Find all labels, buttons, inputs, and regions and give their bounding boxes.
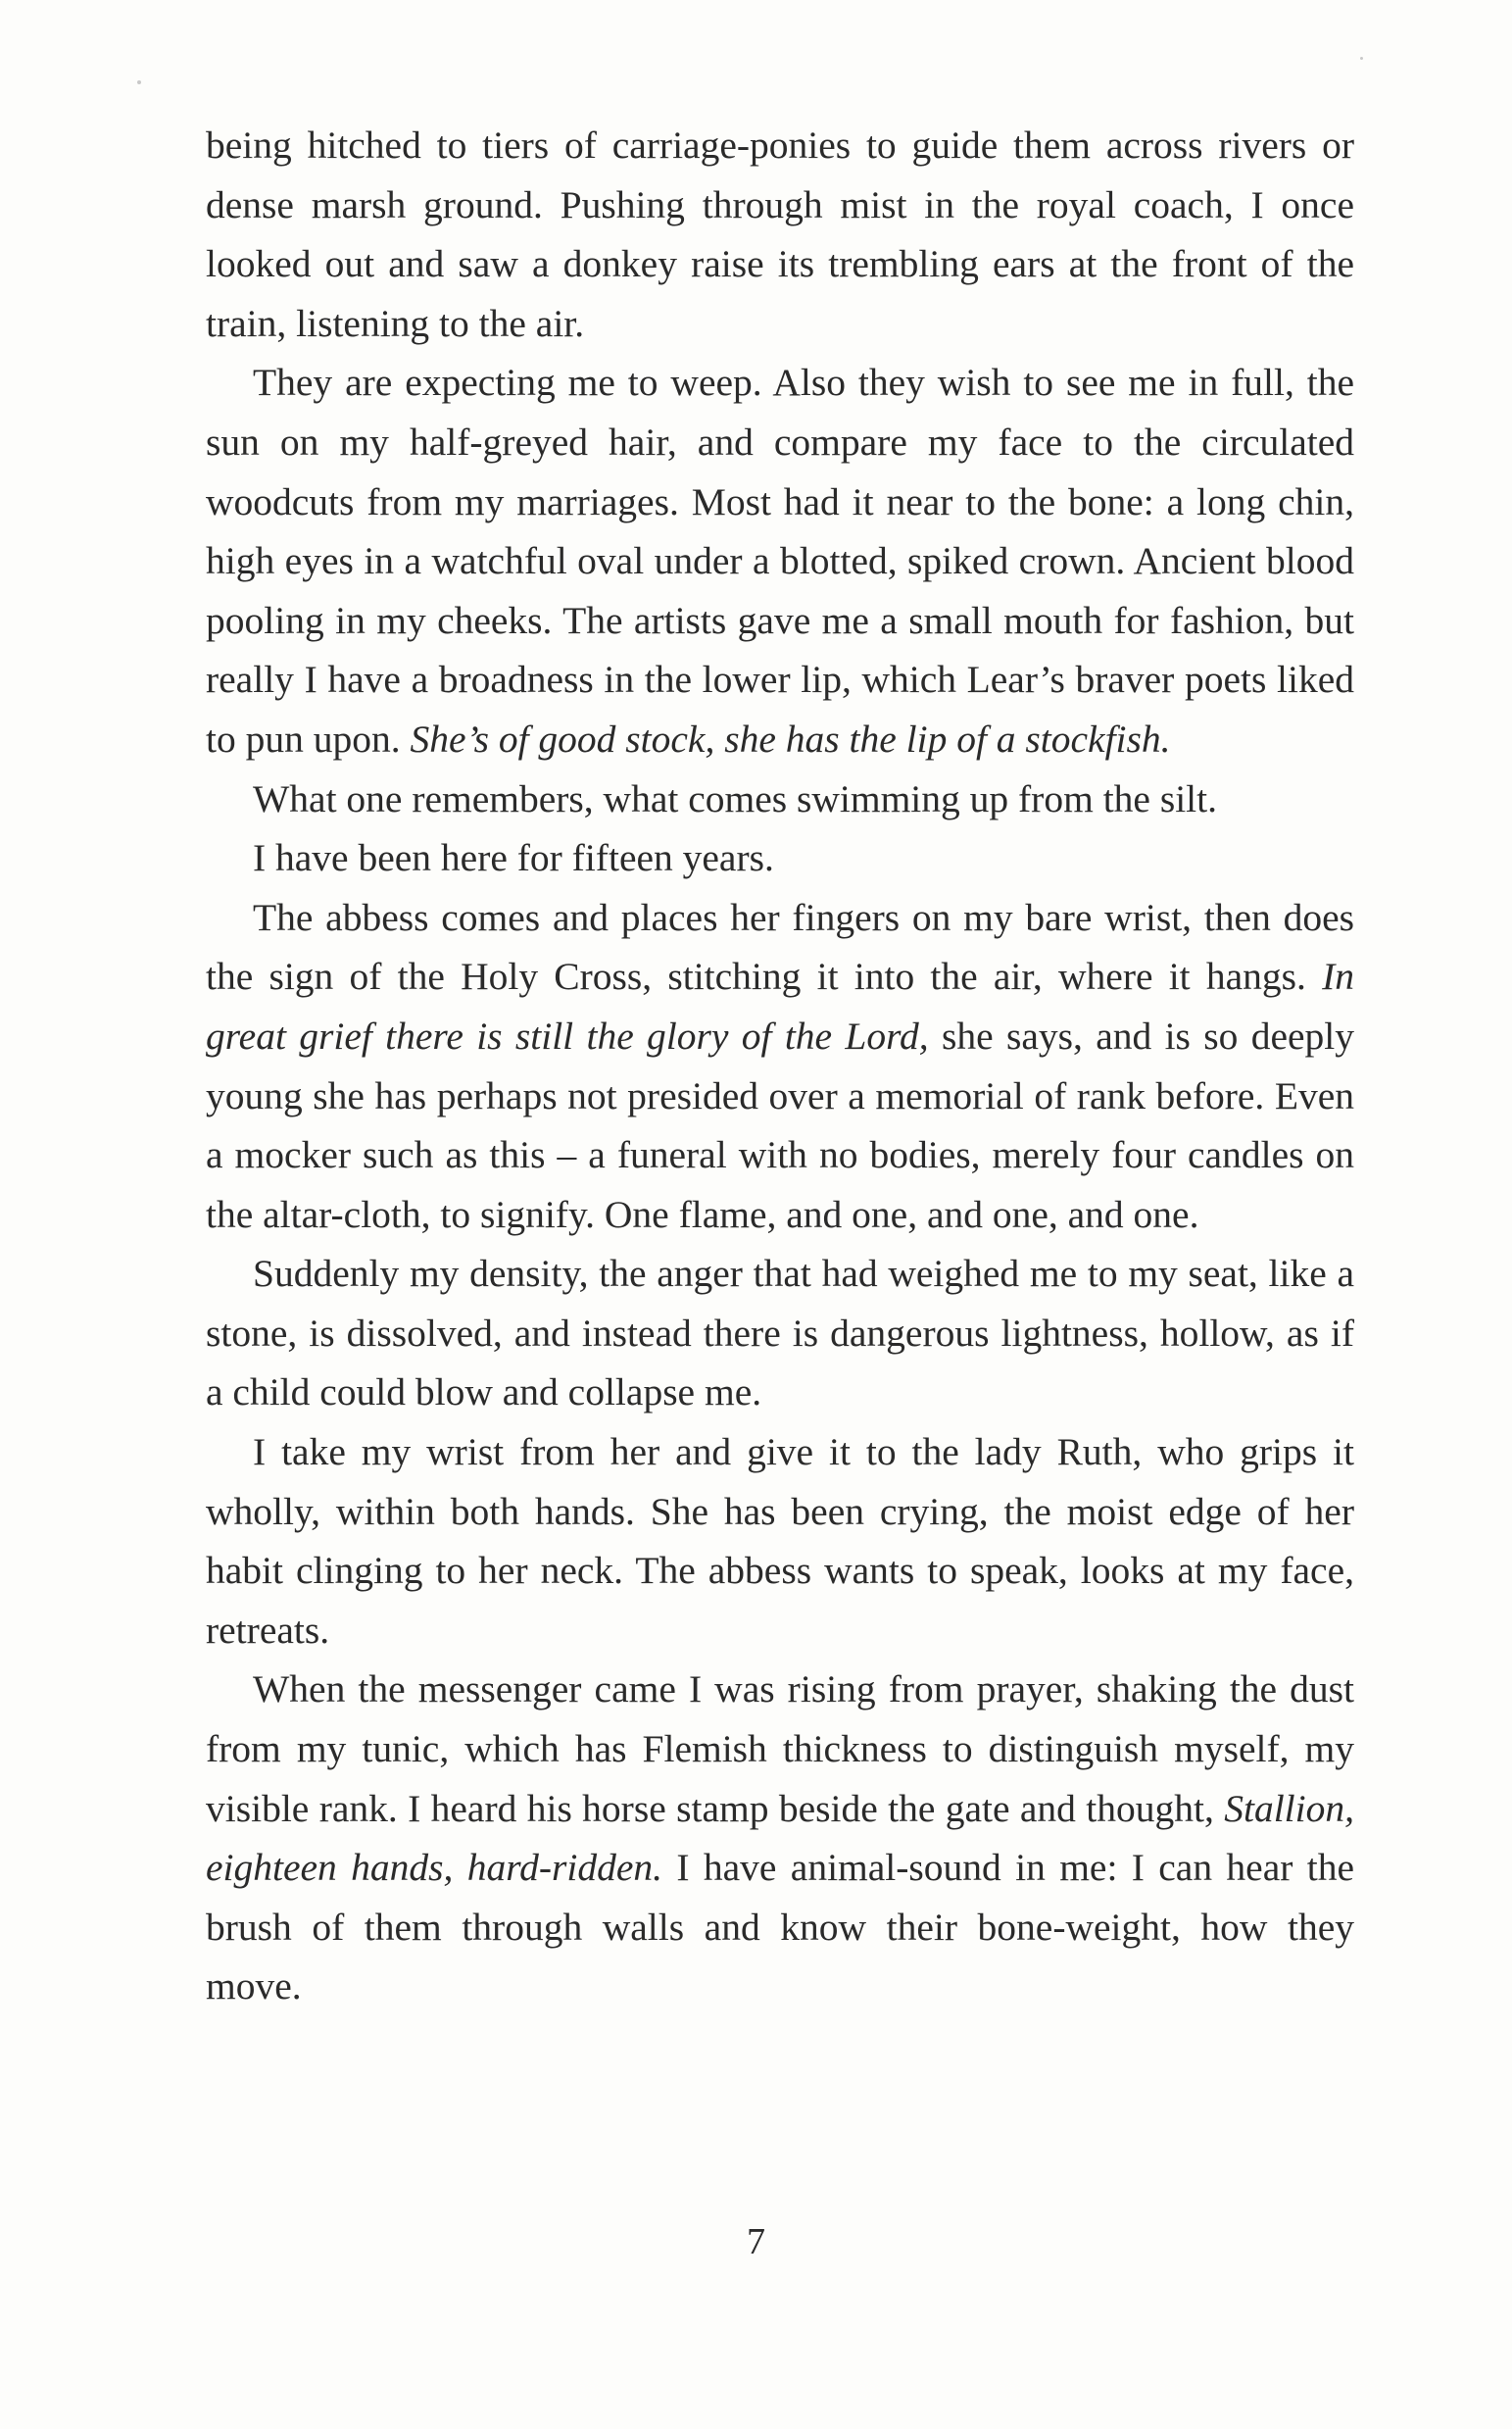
text-run: They are expecting me to weep. Also they wish to see me in full, the sun on my half-greyed hair, and compare my face to the circulated woodcuts from my marriages. Most had it near to the bone: a long chin, high eyes in a watchful oval under a blotted, spiked crown. Ancient blood pooling in my cheeks. The artists gave me a small mouth for fashion, but really I have a broadness in the lower lip, which Lear’s braver poets liked to pun upon. [206,361,1354,761]
italic-text: She’s of good stock, she has the lip of a stockfish. [410,717,1171,761]
paragraph [206,1660,1354,2016]
paragraph [206,1244,1354,1422]
paragraph [206,353,1354,768]
body-text [206,116,1354,2016]
text-run: What one remembers, what comes swimming up from the silt. [253,776,1217,820]
text-run: When the messenger came I was rising from prayer, shaking the dust from my tunic, which has Flemish thickness to distinguish myself, my visible rank. I heard his horse stamp beside the gate and thought, [206,1667,1354,1830]
text-run: Suddenly my density, the anger that had weighed me to my seat, like a stone, is dissolved, and instead there is dangerous lightness, hollow, as if a child could blow and collapse me. [206,1252,1354,1414]
text-run: she says, and is so deeply young she has perhaps not presided over a memorial of rank before. Even a mocker such as this – a funeral with no bodies, merely four candles on the altar-cloth, to signify. One flame, and one, and one, and one. [206,1014,1354,1236]
paragraph [206,769,1354,829]
italic-text: Stallion, eighteen hands, hard-ridden. [206,1786,1354,1890]
paragraph [206,116,1354,353]
italic-text: In great grief there is still the glory of the Lord, [206,955,1354,1058]
text-run: I have been here for fifteen years. [253,836,774,880]
paragraph [206,828,1354,888]
paragraph [206,1422,1354,1660]
page-number: 7 [747,2221,765,2262]
paper-speck [1360,57,1363,60]
text-run: being hitched to tiers of carriage-ponies to guide them across rivers or dense marsh ground. Pushing through mist in the royal coach, I once looked out and saw a donkey raise its trembling ears at the front of the train, listening to the air. [206,124,1354,345]
text-run: I have animal-sound in me: I can hear the brush of them through walls and know their bone-weight, how they move. [206,1846,1354,2008]
paper-speck [137,80,141,84]
text-run: I take my wrist from her and give it to the lady Ruth, who grips it wholly, within both hands. She has been crying, the moist edge of her habit clinging to her neck. The abbess wants to speak, looks at my face, retreats. [206,1430,1354,1652]
text-run: The abbess comes and places her fingers on my bare wrist, then does the sign of the Holy Cross, stitching it into the air, where it hangs. [206,895,1354,999]
paragraph [206,888,1354,1245]
